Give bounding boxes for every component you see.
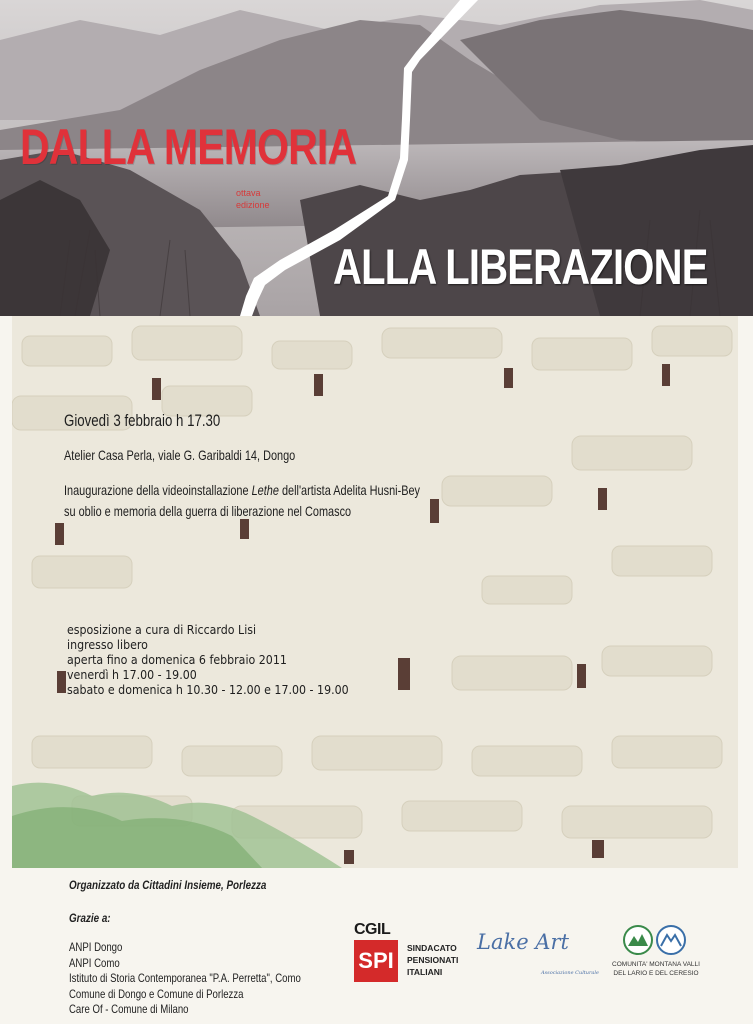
spi-label-line: PENSIONATI <box>407 955 459 965</box>
lake-art-logo: Lake Art <box>477 930 569 954</box>
exhibition-entry: ingresso libero <box>67 638 148 652</box>
lake-art-subtitle: Associazione Culturale <box>541 970 599 976</box>
edition-line-2: edizione <box>236 200 270 210</box>
exhibition-info <box>67 623 349 698</box>
comunita-line: DEL LARIO E DEL CERESIO <box>613 970 699 977</box>
event-description <box>64 480 420 522</box>
title-dalla-memoria: DALLA MEMORIA <box>20 119 357 175</box>
spi-label-line: SINDACATO <box>407 943 457 953</box>
spi-box: SPI <box>354 940 398 982</box>
exhibition-curator: esposizione a cura di Riccardo Lisi <box>67 623 257 637</box>
artwork-title: Lethe <box>251 482 279 498</box>
event-venue: Atelier Casa Perla, viale G. Garibaldi 14, Dongo <box>64 447 296 463</box>
comunita-montana-logo-icon <box>622 924 688 956</box>
event-description-line-2: su oblio e memoria della guerra di liberazione nel Comasco <box>64 503 352 519</box>
comunita-line: COMUNITA' MONTANA VALLI <box>612 961 700 968</box>
thanks-heading: Grazie a: <box>69 911 111 925</box>
spi-label <box>407 942 458 978</box>
thanks-item: ANPI Dongo <box>69 940 123 954</box>
stone-wall-image <box>12 316 738 868</box>
thanks-item: Comune di Dongo e Comune di Porlezza <box>69 986 244 1001</box>
event-description-line-1 <box>64 480 420 501</box>
desc-prefix: Inaugurazione della videoinstallazione <box>64 482 252 498</box>
spi-label-line: ITALIANI <box>407 967 443 977</box>
header-photo <box>0 0 753 316</box>
edition-label <box>236 187 270 211</box>
cgil-text: CGIL <box>354 921 391 938</box>
title-alla-liberazione: ALLA LIBERAZIONE <box>333 239 708 295</box>
cgil-spi-logo <box>354 921 402 982</box>
exhibition-friday-hours: venerdì h 17.00 - 19.00 <box>67 668 197 682</box>
organized-by: Organizzato da Cittadini Insieme, Porlezza <box>69 878 267 892</box>
comunita-montana-label <box>606 960 706 978</box>
exhibition-open-until: aperta fino a domenica 6 febbraio 2011 <box>67 653 287 667</box>
thanks-item: Istituto di Storia Contemporanea "P.A. Perretta", Como <box>69 971 301 985</box>
thanks-item: ANPI Como <box>69 955 120 970</box>
desc-suffix: dell'artista Adelita Husni-Bey <box>278 482 421 498</box>
thanks-list <box>69 940 301 1018</box>
event-date: Giovedì 3 febbraio h 17.30 <box>64 411 221 430</box>
thanks-item: Care Of - Comune di Milano <box>69 1002 189 1016</box>
edition-line-1: ottava <box>236 188 261 198</box>
exhibition-weekend-hours: sabato e domenica h 10.30 - 12.00 e 17.00 - 19.00 <box>67 683 349 697</box>
